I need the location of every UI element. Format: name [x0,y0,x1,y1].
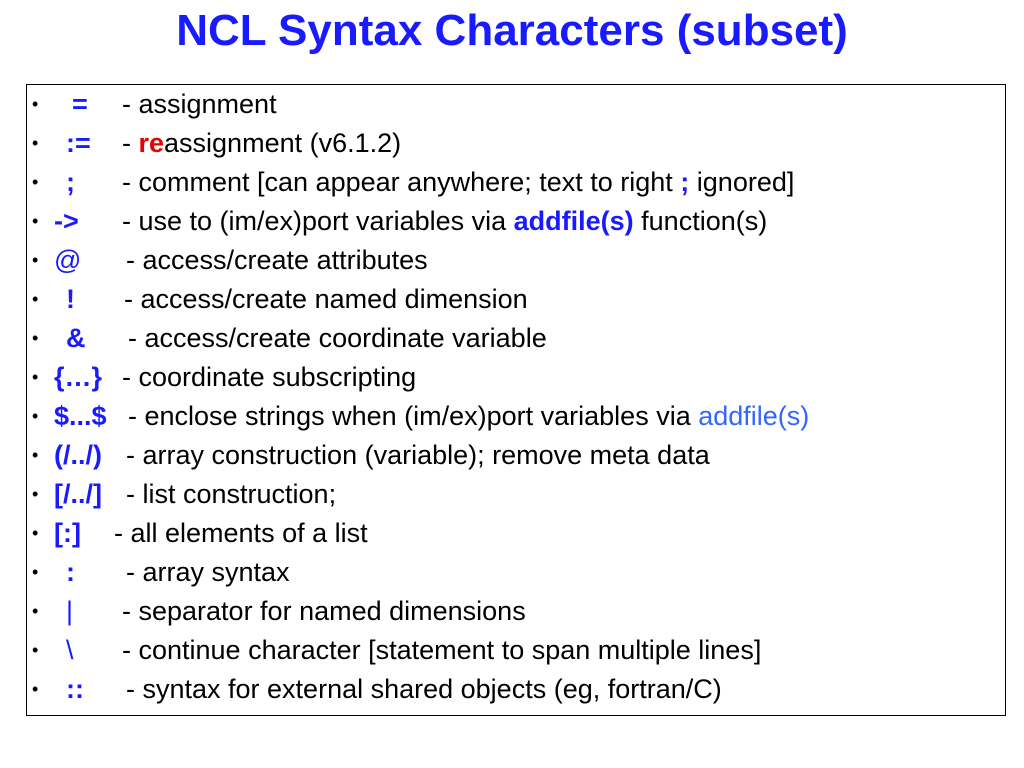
bullet: • [32,601,39,621]
symbol-at: @ [54,245,82,275]
bullet: • [32,484,39,504]
description: - access/create coordinate variable [128,323,547,353]
symbol-semicolon: ; [66,167,75,197]
bullet: • [32,172,39,192]
bullet: • [32,562,39,582]
symbol-colon-equals: := [66,128,91,158]
bullet: • [32,94,39,114]
description: - use to (im/ex)port variables via addfile(s) function(s) [122,206,768,236]
description: - array construction (variable); remove meta data [126,440,710,470]
slide-title: NCL Syntax Characters (subset) [176,6,848,55]
bullet: • [32,445,39,465]
description: - access/create named dimension [124,284,528,314]
description: - continue character [statement to span multiple lines] [122,635,762,665]
bullet: • [32,133,39,153]
symbol-double-colon: :: [66,674,84,704]
description: - coordinate subscripting [122,362,417,392]
addfile-highlight: addfile(s) [513,206,634,236]
symbol-pipe: | [66,596,74,626]
bullet: • [32,250,39,270]
symbol-backslash: \ [66,635,74,665]
description: - separator for named dimensions [122,596,526,626]
bullet: • [32,640,39,660]
symbol-array-constructor: (/../) [54,440,102,470]
addfile-link-text: addfile(s) [698,401,810,431]
bullet: • [32,211,39,231]
description: - array syntax [126,557,290,587]
symbol-arrow: -> [54,206,79,236]
symbol-colon: : [66,557,75,587]
semicolon-highlight: ; [680,167,690,197]
description: - comment [can appear anywhere; text to right ; ignored] [122,167,795,197]
description: - all elements of a list [114,518,368,548]
description: - syntax for external shared objects (eg, fortran/C) [126,674,722,704]
symbol-dollar: $...$ [54,401,107,431]
bullet: • [32,328,39,348]
description: - reassignment (v6.1.2) [122,128,402,158]
description: - list construction; [126,479,337,509]
symbol-equals: = [72,89,88,119]
bullet: • [32,406,39,426]
bullet: • [32,367,39,387]
description: - enclose strings when (im/ex)port variables via addfile(s) [128,401,810,431]
symbol-list-all: [:] [54,518,81,548]
bullet: • [32,679,39,699]
description: - assignment [122,89,277,119]
symbol-braces: {…} [54,362,103,392]
bullet: • [32,289,39,309]
re-emphasis: re [138,128,165,158]
symbol-bang: ! [66,284,75,314]
description: - access/create attributes [126,245,428,275]
bullet: • [32,523,39,543]
symbol-list-constructor: [/../] [54,479,102,509]
symbol-ampersand: & [66,323,86,353]
